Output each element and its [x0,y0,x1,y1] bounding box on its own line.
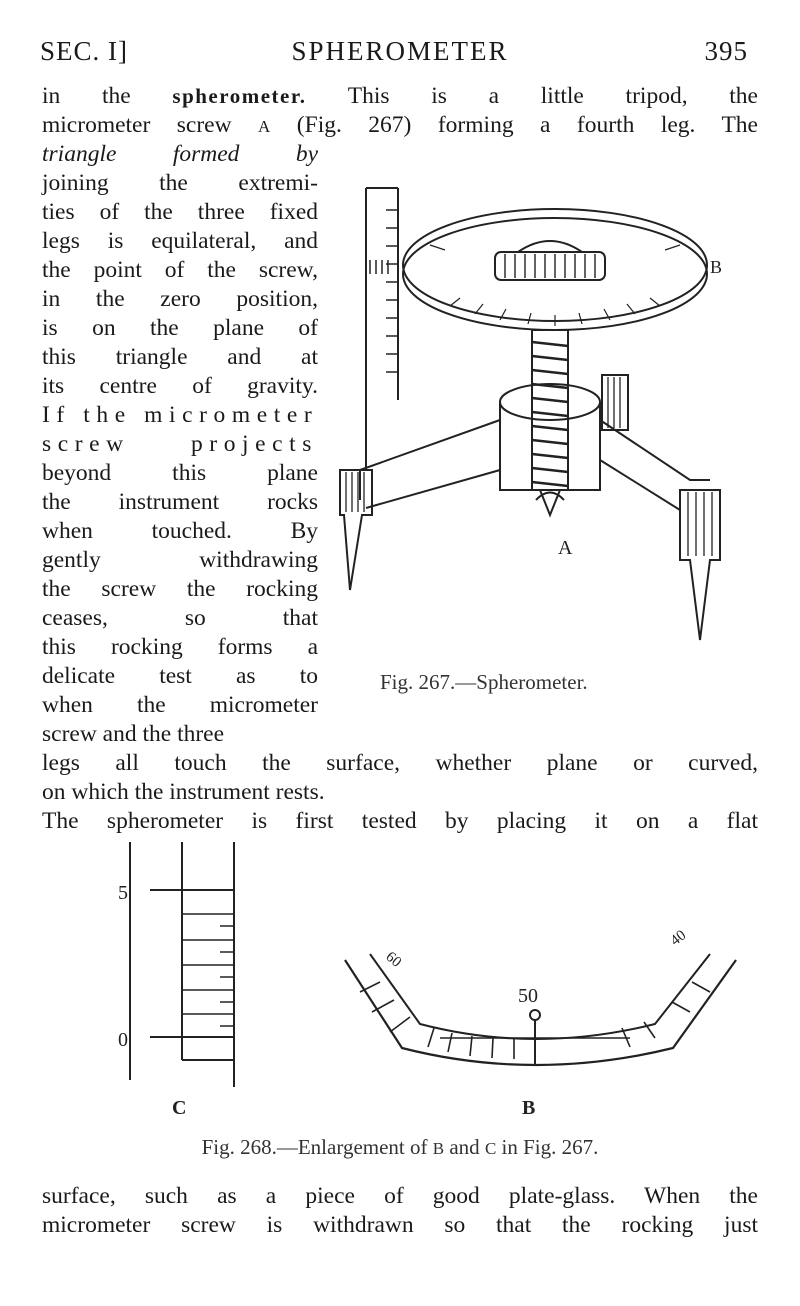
text-line: If the micrometer [42,402,319,428]
text-line: joining the extremi- [42,170,318,196]
figure-268-enlargement [110,842,750,1132]
text-line: when the micrometer [42,692,318,718]
text-line: screw and the three [42,721,225,747]
figure-268-label-c: C [172,1097,187,1119]
text-line: screw projects [42,431,318,457]
text-line: legs is equilateral, and [42,228,318,254]
text-line: the point of the screw, [42,257,318,283]
figure-267-caption: Fig. 267.—Spherometer. [380,670,588,694]
dial-label-50: 50 [518,985,538,1007]
text-line: this rocking forms a [42,634,318,660]
text-line: legs all touch the surface, whether plane or curved, [42,750,758,776]
page-number: 395 [704,36,748,66]
text-line: beyond this plane [42,460,318,486]
text-line: micrometer screw is withdrawn so that the rocking just [42,1212,758,1238]
text-line: its centre of gravity. [42,373,318,399]
text-line: micrometer screw A (Fig. 267) forming a fourth leg. The [42,112,758,138]
scale-label-5: 5 [118,882,128,904]
text-line: the instrument rocks [42,489,318,515]
text-line: this triangle and at [42,344,318,370]
dial-label-60: 60 [382,948,405,971]
section-marker: SEC. I] [40,36,128,66]
figure-268-label-b: B [522,1097,536,1119]
text-line: gently withdrawing [42,547,318,573]
figure-267-spherometer [300,170,760,680]
text-line: surface, such as a piece of good plate-glass. When the [42,1183,758,1209]
text-line: in the spherometer. This is a little tripod, the [42,83,758,109]
text-line: is on the plane of [42,315,318,341]
running-title: SPHEROMETER [291,36,509,66]
text-line: when touched. By [42,518,318,544]
text-line: delicate test as to [42,663,318,689]
scale-label-0: 0 [118,1029,128,1051]
figure-267-label-a: A [558,537,573,559]
dial-label-40: 40 [667,927,690,950]
text-line: ceases, so that [42,605,318,631]
term-spherometer: spherometer. [172,84,307,108]
text-line: in the zero position, [42,286,318,312]
text-line: on which the instrument rests. [42,779,325,805]
figure-268-caption: Fig. 268.—Enlargement of B and C in Fig. 267. [201,1135,599,1159]
text-line: ties of the three fixed [42,199,318,225]
figure-267-label-b: B [710,257,723,277]
text-line: the screw the rocking [42,576,318,602]
text-line: triangle formed by [42,141,318,167]
text-line: The spherometer is first tested by placing it on a flat [42,808,758,834]
